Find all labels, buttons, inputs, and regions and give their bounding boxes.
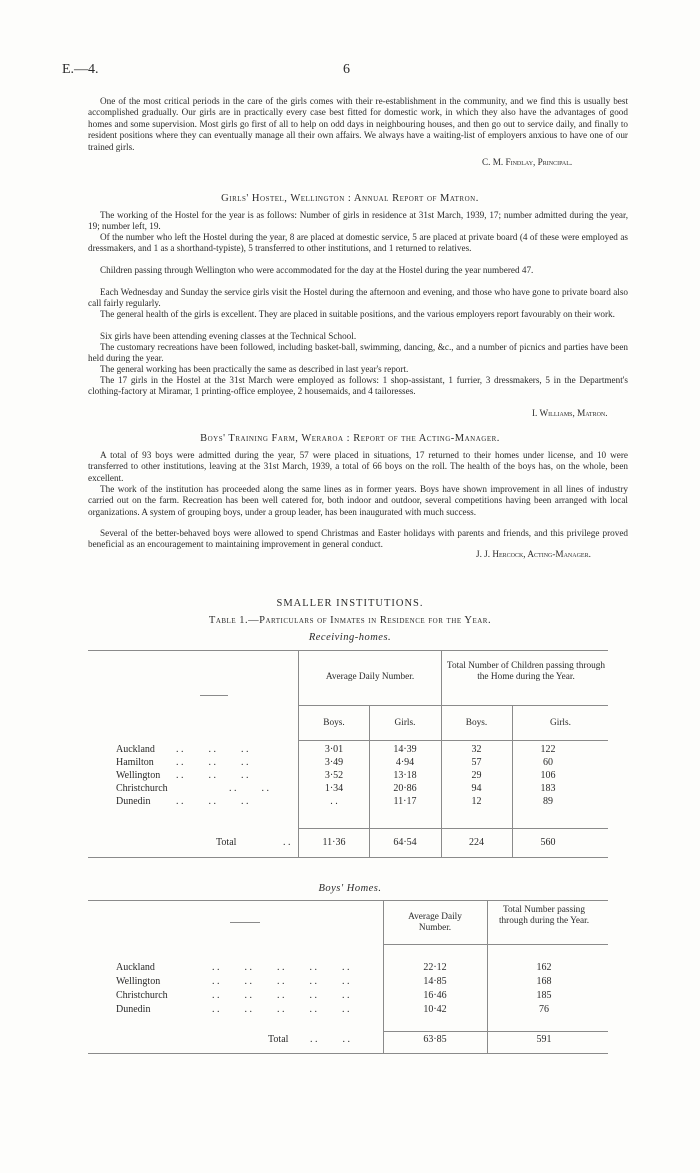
avg-boys: 1·34 [324, 783, 344, 794]
avg-girls: 11·17 [393, 796, 417, 807]
farm-paragraph: A total of 93 boys were admitted during the year, 57 were placed in situations, 17 returned to their homes under license, and 10 were transferred to other institutions, leaving at the 31st March, 1939, a total of 66 boys on the roll. The health of the boys has, on the whole, been excellent. [88, 450, 628, 483]
row-dots: . . . . . . . . . . [212, 1004, 350, 1015]
farm-paragraph: Several of the better-behaved boys were allowed to spend Christmas and Easter holidays with parents and friends, and this privilege proved beneficial as an encouragement to maintaining improvement in general conduct. [88, 528, 628, 550]
table-row [0, 976, 700, 990]
total-row [0, 1034, 700, 1048]
avg: 14·85 [423, 976, 447, 987]
table-row [0, 962, 700, 976]
avg-boys: 3·49 [324, 757, 344, 768]
table-row [0, 796, 700, 810]
row-dots: . . . . . . . . . . [212, 990, 350, 1001]
total-boys: 57 [471, 757, 482, 768]
row-name: Auckland [116, 962, 155, 973]
total-boys: 12 [471, 796, 482, 807]
hostel-paragraph: The working of the Hostel for the year is as follows: Number of girls in residence at 31st March, 1939, 17; number admitted during the year, 19; number left, 19. [88, 210, 628, 232]
row-dots: . . . . [229, 783, 269, 794]
row-name: Hamilton [116, 757, 154, 768]
total-label: Total [216, 837, 237, 848]
avg-girls: 13·18 [393, 770, 417, 781]
smaller-heading: SMALLER INSTITUTIONS. [276, 598, 424, 609]
row-name: Christchurch [116, 783, 168, 794]
row-name: Christchurch [116, 990, 168, 1001]
sub-boys: Boys. [323, 718, 345, 728]
page-code: E.—4. [62, 62, 99, 77]
total: 76 [539, 1004, 549, 1015]
row-name: Wellington [116, 976, 161, 987]
row-dots: . . . . . . [176, 796, 249, 807]
total-girls: 89 [543, 796, 553, 807]
hostel-title: Girls' Hostel, Wellington : Annual Report of Matron. [221, 193, 479, 204]
table-row [0, 990, 700, 1004]
hostel-paragraph: Six girls have been attending evening classes at the Technical School. [100, 331, 357, 341]
hostel-signature: I. Williams, Matron. [532, 408, 608, 418]
avg-girls: 14·39 [393, 744, 417, 755]
sub-boys: Boys. [465, 718, 488, 728]
col-total: Total Number passing through during the Year. [498, 905, 590, 926]
row-name: Dunedin [116, 796, 151, 807]
farm-paragraph: The work of the institution has proceeded along the same lines as in former years. Boys have shown improvement in all lines of industry carried out on the farm. Recreation has been well catered for, both indoor and outdoor, several competitions having been arranged with local organizations. A system of grouping boys, under a group leader, has been inaugurated with much success. [88, 484, 628, 517]
row-dots: . . . . . . . . . . [212, 976, 350, 987]
total: 185 [536, 990, 552, 1001]
avg: 22·12 [423, 962, 447, 973]
receiving-subtitle: Receiving-homes. [308, 632, 392, 643]
col-group-average: Average Daily Number. [325, 672, 415, 682]
avg-boys-total: 11·36 [322, 837, 346, 848]
row-name: Wellington [116, 770, 161, 781]
avg-boys: 3·52 [324, 770, 344, 781]
page-number: 6 [343, 62, 350, 77]
total-dots: . . [283, 837, 291, 848]
table-row [0, 1004, 700, 1018]
total-boys: 29 [471, 770, 482, 781]
avg-girls: 20·86 [393, 783, 417, 794]
avg: 16·46 [423, 990, 447, 1001]
total-label: Total [268, 1034, 289, 1045]
total-boys: 94 [471, 783, 482, 794]
row-dots: . . . . . . [176, 770, 249, 781]
hostel-paragraph: Of the number who left the Hostel during the year, 8 are placed at domestic service, 5 are placed at private board (4 of these were employed as dressmakers, and 1 as a shorthand-typiste), 5 transferred to other institutions, and 1 returned to relatives. [88, 232, 628, 254]
total-dots: . . . . [310, 1034, 350, 1045]
hostel-paragraph: The general working has been practically the same as described in last year's report. [100, 364, 409, 374]
hostel-paragraph: The customary recreations have been followed, including basket-ball, swimming, dancing, &c., and a number of picnics and parties have been held during the year. [88, 342, 628, 364]
avg: 10·42 [423, 1004, 447, 1015]
avg-total: 63·85 [423, 1034, 447, 1045]
row-name: Dunedin [116, 1004, 151, 1015]
total-total: 591 [536, 1034, 552, 1045]
total-girls-total: 560 [540, 837, 556, 848]
total-row [0, 837, 700, 851]
intro-signature: C. M. Findlay, Principal. [482, 157, 573, 167]
row-name: Auckland [116, 744, 155, 755]
avg-girls: 4·94 [395, 757, 415, 768]
boys-homes-subtitle: Boys' Homes. [318, 883, 382, 894]
table-title: Table 1.—Particulars of Inmates in Residence for the Year. [208, 615, 492, 626]
row-dots: . . . . . . [176, 757, 249, 768]
avg-boys: . . [330, 796, 338, 807]
total-boys-total: 224 [469, 837, 484, 848]
col-group-total: Total Number of Children passing through the Home during the Year. [446, 661, 606, 682]
farm-signature: J. J. Hercock, Acting-Manager. [476, 549, 591, 559]
total: 168 [536, 976, 552, 987]
intro-paragraph: One of the most critical periods in the care of the girls comes with their re-establishment in the community, and we find this is usually best accomplished gradually. Our girls are in practically every case best fitted for domestic work, in which they also have the advantages of good homes and some supervision. Most girls go first of all to help on odd days in neighbouring houses, and then go out to service daily, and finally to resident positions where they can eventually manage all their own affairs. We always have a waiting-list of employers anxious to have one of our trained girls. [88, 96, 628, 152]
total-girls: 106 [540, 770, 556, 781]
col-average: Average Daily Number. [408, 912, 462, 933]
avg-girls-total: 64·54 [393, 837, 417, 848]
table-row [0, 744, 700, 758]
farm-title: Boys' Training Farm, Weraroa : Report of the Acting-Manager. [200, 433, 500, 444]
hostel-paragraph: Children passing through Wellington who were accommodated for the day at the Hostel during the year numbered 47. [100, 265, 534, 275]
sub-girls: Girls. [550, 718, 571, 728]
table-row [0, 757, 700, 771]
total-girls: 183 [540, 783, 556, 794]
total-boys: 32 [471, 744, 482, 755]
total-girls: 60 [543, 757, 553, 768]
row-dots: . . . . . . . . . . [212, 962, 350, 973]
total: 162 [536, 962, 552, 973]
table-row [0, 770, 700, 784]
table-row [0, 783, 700, 797]
total-girls: 122 [540, 744, 556, 755]
sub-girls: Girls. [394, 718, 416, 728]
hostel-paragraph: The general health of the girls is excellent. They are placed in suitable positions, and the various employers report favourably on their work. [100, 309, 615, 319]
row-dots: . . . . . . [176, 744, 249, 755]
avg-boys: 3·01 [324, 744, 344, 755]
hostel-paragraph: Each Wednesday and Sunday the service girls visit the Hostel during the afternoon and evening, and those who have gone to private board also call fairly regularly. [88, 287, 628, 309]
hostel-paragraph: The 17 girls in the Hostel at the 31st March were employed as follows: 1 shop-assistant, 1 furrier, 3 dressmakers, 5 in the Department's clothing-factory at Miramar, 1 printing-office employee, 2 housemaids, and 4 tailoresses. [88, 375, 628, 397]
